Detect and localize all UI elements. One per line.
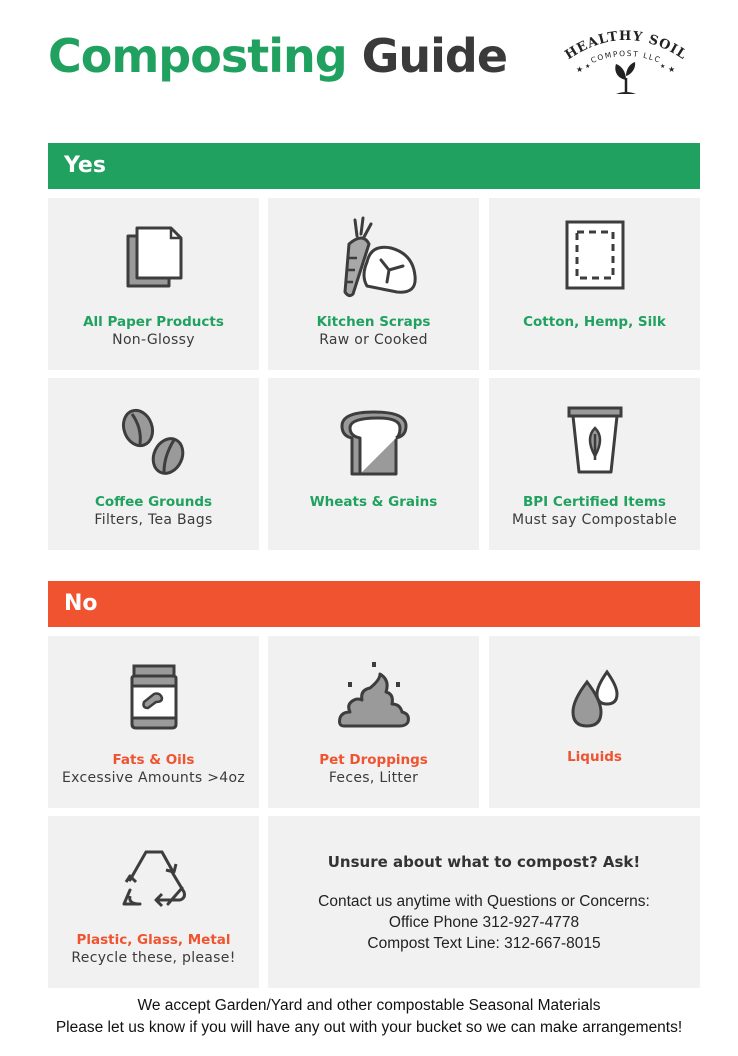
tile-plastic-glass-metal: [48, 816, 259, 988]
svg-text:HEALTHY SOIL: HEALTHY SOIL: [562, 28, 690, 64]
compostable-cup-icon: [565, 404, 625, 478]
contact-line: Contact us anytime with Questions or Concerns:: [318, 893, 650, 910]
tile-coffee-grounds: [48, 378, 259, 550]
tile-label: BPI Certified Items: [523, 494, 666, 510]
tile-wheats-grains: [268, 378, 479, 550]
tile-pet-droppings: [268, 636, 479, 808]
tile-sub: Filters, Tea Bags: [94, 512, 213, 528]
svg-text:★: ★: [660, 63, 666, 70]
svg-text:★: ★: [668, 65, 676, 74]
kitchen-scraps-icon: [327, 214, 421, 300]
company-logo: [556, 18, 696, 100]
tile-sub: Must say Compostable: [512, 512, 677, 528]
page-title: [48, 26, 507, 86]
svg-text:★: ★: [585, 63, 591, 70]
liquid-drops-icon: [565, 668, 625, 732]
contact-panel: [268, 816, 700, 988]
yes-section-header: Yes: [48, 143, 700, 189]
tile-liquids: [489, 636, 700, 808]
tile-sub: Non-Glossy: [112, 332, 195, 348]
ask-heading: Unsure about what to compost? Ask!: [327, 853, 641, 871]
bread-icon: [338, 408, 410, 478]
tile-label: Coffee Grounds: [94, 494, 213, 510]
paper-icon: [119, 222, 189, 292]
tile-label: Cotton, Hemp, Silk: [523, 314, 666, 330]
footer-line-2: Please let us know if you will have any out with your bucket so we can make arrangements!: [55, 1019, 683, 1036]
coffee-beans-icon: [116, 404, 192, 480]
tile-label: Wheats & Grains: [309, 494, 438, 510]
pet-droppings-icon: [334, 658, 414, 738]
footer-line-1: We accept Garden/Yard and other compostable Seasonal Materials: [137, 997, 601, 1014]
tile-label: Kitchen Scraps: [316, 314, 431, 330]
tile-sub: Raw or Cooked: [319, 332, 428, 348]
fabric-icon: [563, 218, 627, 292]
title-word-guide: Guide: [361, 29, 508, 83]
tile-label: Plastic, Glass, Metal: [76, 932, 231, 948]
svg-text:COMPOST LLC: COMPOST LLC: [589, 48, 663, 65]
tile-cotton-hemp-silk: [489, 198, 700, 370]
tile-label: Fats & Oils: [112, 752, 195, 768]
tile-sub: Feces, Litter: [328, 770, 419, 786]
tile-paper-products: [48, 198, 259, 370]
tile-label: All Paper Products: [83, 314, 224, 330]
text-line-phone[interactable]: Compost Text Line: 312-667-8015: [367, 935, 601, 952]
tile-fats-oils: [48, 636, 259, 808]
tile-sub: Excessive Amounts >4oz: [62, 770, 245, 786]
no-section-header: No: [48, 581, 700, 627]
tile-sub: Recycle these, please!: [71, 950, 236, 966]
tile-bpi-certified: [489, 378, 700, 550]
tile-label: Pet Droppings: [319, 752, 428, 768]
jar-icon: [126, 662, 182, 732]
tile-label: Liquids: [567, 749, 622, 765]
recycle-icon: [118, 844, 190, 908]
tile-kitchen-scraps: [268, 198, 479, 370]
office-phone[interactable]: Office Phone 312-927-4778: [388, 914, 580, 931]
svg-text:★: ★: [576, 65, 584, 74]
title-word-composting: Composting: [48, 29, 347, 83]
